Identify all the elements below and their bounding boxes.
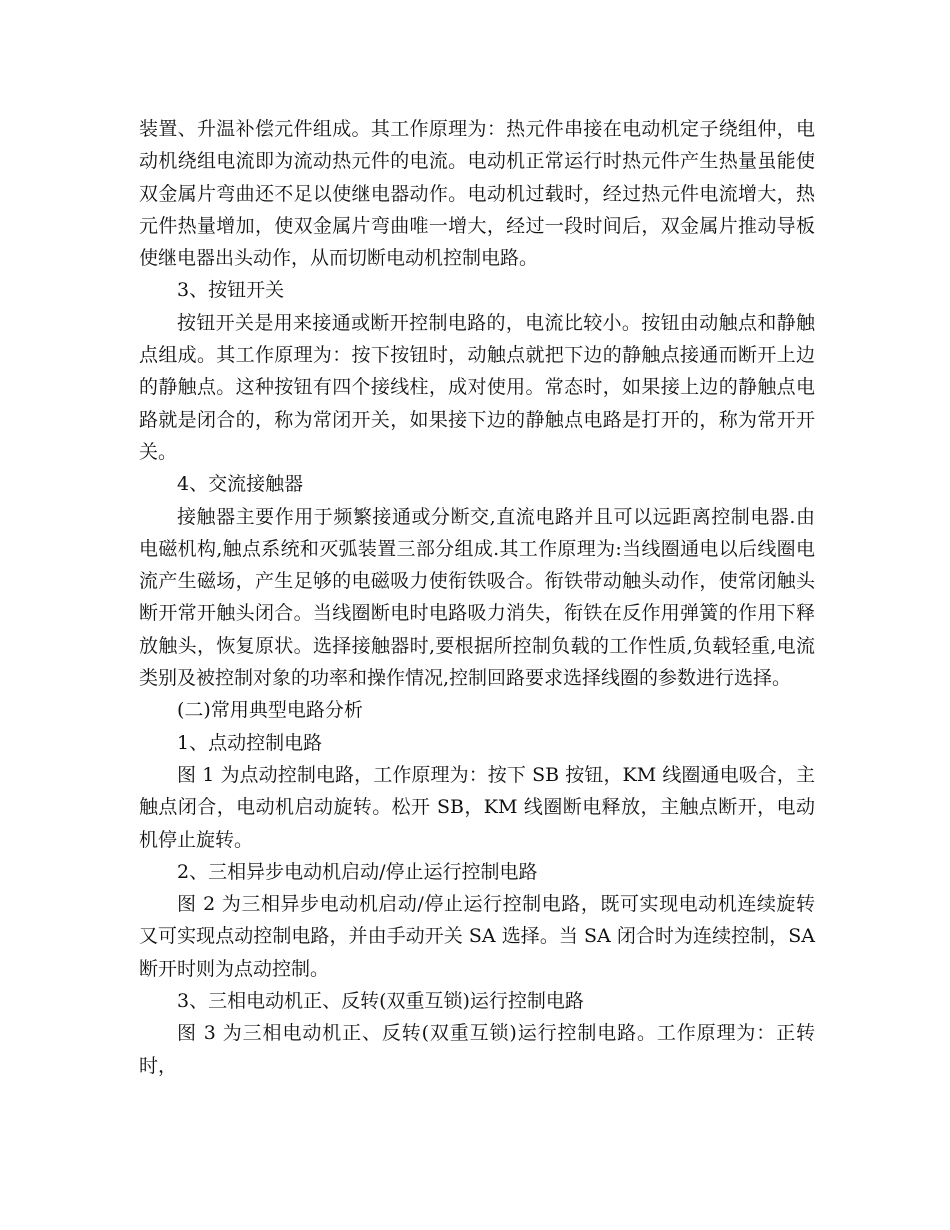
heading-typical-circuit-analysis: (二)常用典型电路分析 [177,699,363,722]
heading-jog-control-circuit: 1、点动控制电路 [177,731,323,754]
paragraph-jog-control-circuit: 图 1 为点动控制电路，工作原理为：按下 SB 按钮，KM 线圈通电吸合，主触点闭合，电动机启动旋转。松开 SB，KM 线圈断电释放，主触点断开，电动机停止旋转。 [139,763,815,851]
paragraph-ac-contactor: 接触器主要作用于频繁接通或分断交,直流电路并且可以远距离控制电器.由电磁机构,触点系统和灭弧装置三部分组成.其工作原理为:当线圈通电以后线圈电流产生磁场，产生足够的电磁吸力使衔铁吸合。衔铁带动触头动作，使常闭触头断开常开触头闭合。当线圈断电时电路吸力消失，衔铁在反作用弹簧的作用下释放触头，恢复原状。选择接触器时,要根据所控制负载的工作性质,负载轻重,电流类别及被控制对象的功率和操作情况,控制回路要求选择线圈的参数进行选择。 [139,505,815,690]
paragraph-push-button-switch: 按钮开关是用来接通或断开控制电路的，电流比较小。按钮由动触点和静触点组成。其工作原理为：按下按钮时，动触点就把下边的静触点接通而断开上边的静触点。这种按钮有四个接线柱，成对使用。常态时，如果接上边的静触点电路就是闭合的，称为常闭开关，如果接下边的静触点电路是打开的，称为常开开关。 [139,311,815,463]
heading-start-stop-control-circuit: 2、三相异步电动机启动/停止运行控制电路 [177,860,538,883]
paragraph-forward-reverse-control-circuit: 图 3 为三相电动机正、反转(双重互锁)运行控制电路。工作原理为：正转时， [139,1022,815,1077]
document-body [139,113,815,1082]
paragraph-start-stop-control-circuit: 图 2 为三相异步电动机启动/停止运行控制电路，既可实现电动机连续旋转又可实现点动控制电路，并由手动开关 SA 选择。当 SA 闭合时为连续控制，SA 断开时则为点动控制。 [139,893,815,980]
heading-forward-reverse-control-circuit: 3、三相电动机正、反转(双重互锁)运行控制电路 [177,990,584,1013]
heading-ac-contactor: 4、交流接触器 [177,473,304,496]
heading-push-button-switch: 3、按钮开关 [177,279,285,302]
paragraph-thermal-relay-principle: 装置、升温补偿元件组成。其工作原理为：热元件串接在电动机定子绕组仲，电动机绕组电流即为流动热元件的电流。电动机正常运行时热元件产生热量虽能使双金属片弯曲还不足以使继电器动作。电动机过载时，经过热元件电流增大，热元件热量增加，使双金属片弯曲唯一增大，经过一段时间后，双金属片推动导板使继电器出头动作，从而切断电动机控制电路。 [139,118,815,270]
